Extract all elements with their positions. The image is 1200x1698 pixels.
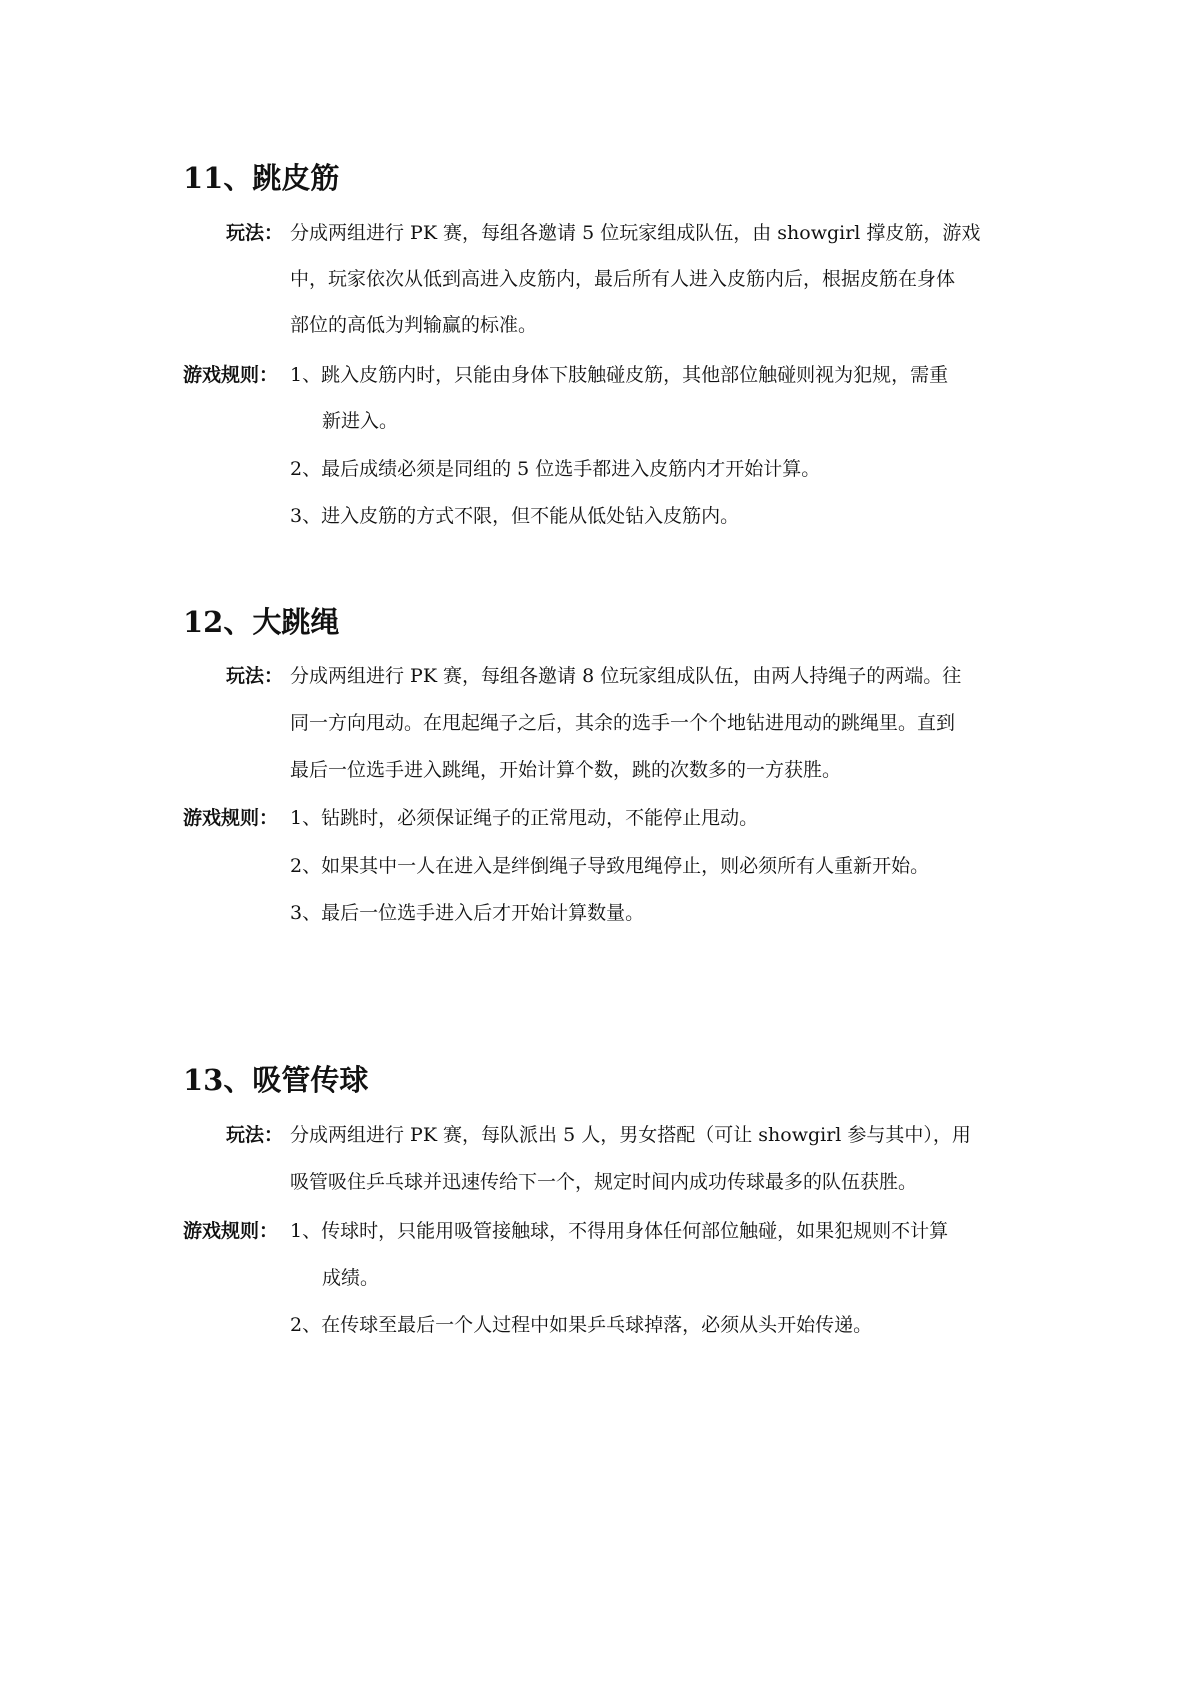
play-text-line: 吸管吸住乒乓球并迅速传给下一个，规定时间内成功传球最多的队伍获胜。 (290, 1171, 918, 1193)
rule-item: 3、进入皮筋的方式不限，但不能从低处钻入皮筋内。 (290, 505, 740, 527)
play-label: 玩法： (226, 222, 284, 244)
play-text-line: 同一方向甩动。在甩起绳子之后，其余的选手一个个地钻进甩动的跳绳里。直到 (290, 712, 956, 734)
rule-item: 2、如果其中一人在进入是绊倒绳子导致甩绳停止，则必须所有人重新开始。 (290, 855, 930, 877)
play-label: 玩法： (226, 1124, 284, 1146)
rule-item: 3、最后一位选手进入后才开始计算数量。 (290, 902, 645, 924)
rule-item-continuation: 新进入。 (322, 410, 399, 432)
play-text-line: 分成两组进行 PK 赛，每组各邀请 5 位玩家组成队伍，由 showgirl 撑皮筋，游戏 (290, 222, 981, 244)
rules-label: 游戏规则： (183, 807, 279, 829)
rule-item: 1、跳入皮筋内时，只能由身体下肢触碰皮筋，其他部位触碰则视为犯规，需重 (290, 364, 949, 386)
play-text-line: 部位的高低为判输赢的标准。 (290, 314, 538, 336)
section-title: 11、跳皮筋 (183, 161, 340, 195)
rules-label: 游戏规则： (183, 1220, 279, 1242)
play-text-line: 分成两组进行 PK 赛，每队派出 5 人，男女搭配（可让 showgirl 参与其中），用 (290, 1124, 971, 1146)
play-text-line: 分成两组进行 PK 赛，每组各邀请 8 位玩家组成队伍，由两人持绳子的两端。往 (290, 665, 962, 687)
rule-item: 2、在传球至最后一个人过程中如果乒乓球掉落，必须从头开始传递。 (290, 1314, 873, 1336)
rule-item-continuation: 成绩。 (322, 1267, 380, 1289)
rule-item: 2、最后成绩必须是同组的 5 位选手都进入皮筋内才开始计算。 (290, 458, 821, 480)
section-title: 12、大跳绳 (183, 605, 340, 639)
rules-label: 游戏规则： (183, 364, 279, 386)
rule-item: 1、传球时，只能用吸管接触球，不得用身体任何部位触碰，如果犯规则不计算 (290, 1220, 949, 1242)
play-label: 玩法： (226, 665, 284, 687)
play-text-line: 中，玩家依次从低到高进入皮筋内，最后所有人进入皮筋内后，根据皮筋在身体 (290, 268, 956, 290)
section-title: 13、吸管传球 (183, 1063, 369, 1097)
play-text-line: 最后一位选手进入跳绳，开始计算个数，跳的次数多的一方获胜。 (290, 759, 842, 781)
rule-item: 1、钻跳时，必须保证绳子的正常甩动，不能停止甩动。 (290, 807, 759, 829)
